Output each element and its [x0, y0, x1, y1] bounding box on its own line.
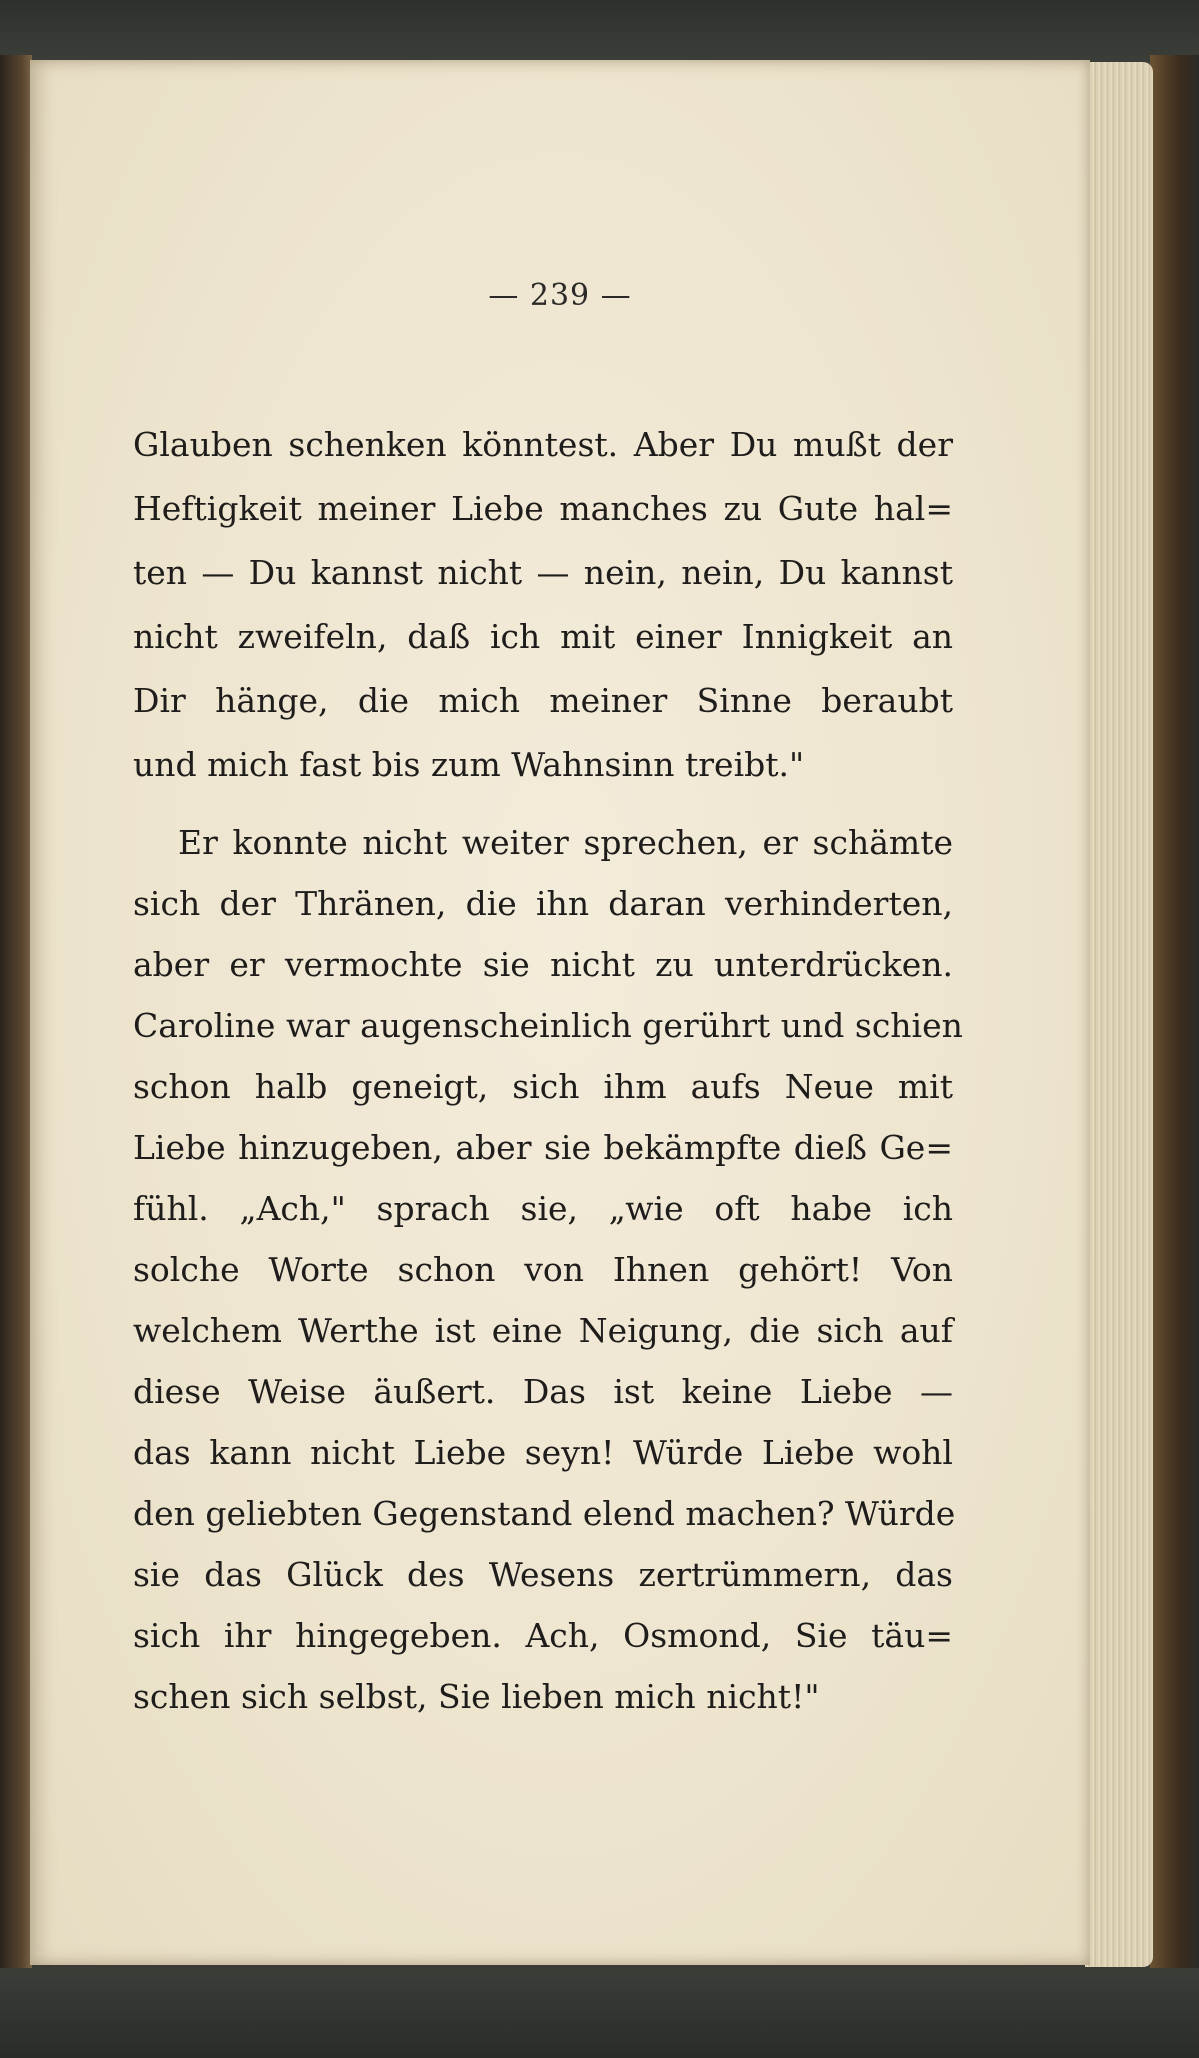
book-cover-right — [1150, 55, 1199, 1990]
text-line: Heftigkeit meiner Liebe manches zu Gute hal= — [133, 489, 953, 528]
text-line: schon halb geneigt, sich ihm aufs Neue mit — [133, 1067, 953, 1106]
text-line: sich der Thränen, die ihn daran verhinderten, — [133, 884, 953, 923]
text-line: Caroline war augenscheinlich gerührt und schien — [133, 1006, 963, 1045]
text-line: nicht zweifeln, daß ich mit einer Innigkeit an — [133, 617, 953, 656]
book-page — [30, 60, 1090, 1965]
scan-background-bottom — [0, 1968, 1199, 2058]
text-line: solche Worte schon von Ihnen gehört! Von — [133, 1250, 953, 1289]
text-line: aber er vermochte sie nicht zu unterdrücken. — [133, 945, 953, 984]
text-line: und mich fast bis zum Wahnsinn treibt." — [133, 745, 805, 784]
book-cover-left — [0, 55, 32, 1990]
text-line: sich ihr hingegeben. Ach, Osmond, Sie täu= — [133, 1616, 953, 1655]
text-line: den geliebten Gegenstand elend machen? Würde — [133, 1494, 956, 1533]
page-number: — 239 — — [488, 278, 632, 313]
text-line: diese Weise äußert. Das ist keine Liebe — — [133, 1372, 953, 1411]
text-line: das kann nicht Liebe seyn! Würde Liebe wohl — [133, 1433, 953, 1472]
text-line: sie das Glück des Wesens zertrümmern, das — [133, 1555, 953, 1594]
text-line: ten — Du kannst nicht — nein, nein, Du kannst — [133, 553, 953, 592]
text-line: Dir hänge, die mich meiner Sinne beraubt — [133, 681, 953, 720]
text-line: Er konnte nicht weiter sprechen, er schämte — [178, 823, 953, 862]
text-line: Liebe hinzugeben, aber sie bekämpfte dieß Ge= — [133, 1128, 953, 1167]
text-line: schen sich selbst, Sie lieben mich nicht!" — [133, 1677, 820, 1716]
text-line: welchem Werthe ist eine Neigung, die sich auf — [133, 1311, 953, 1350]
scan-background-top — [0, 0, 1199, 68]
text-line: fühl. „Ach," sprach sie, „wie oft habe ich — [133, 1189, 953, 1228]
page-block-edges — [1085, 62, 1153, 1967]
text-line: Glauben schenken könntest. Aber Du mußt der — [133, 425, 953, 464]
